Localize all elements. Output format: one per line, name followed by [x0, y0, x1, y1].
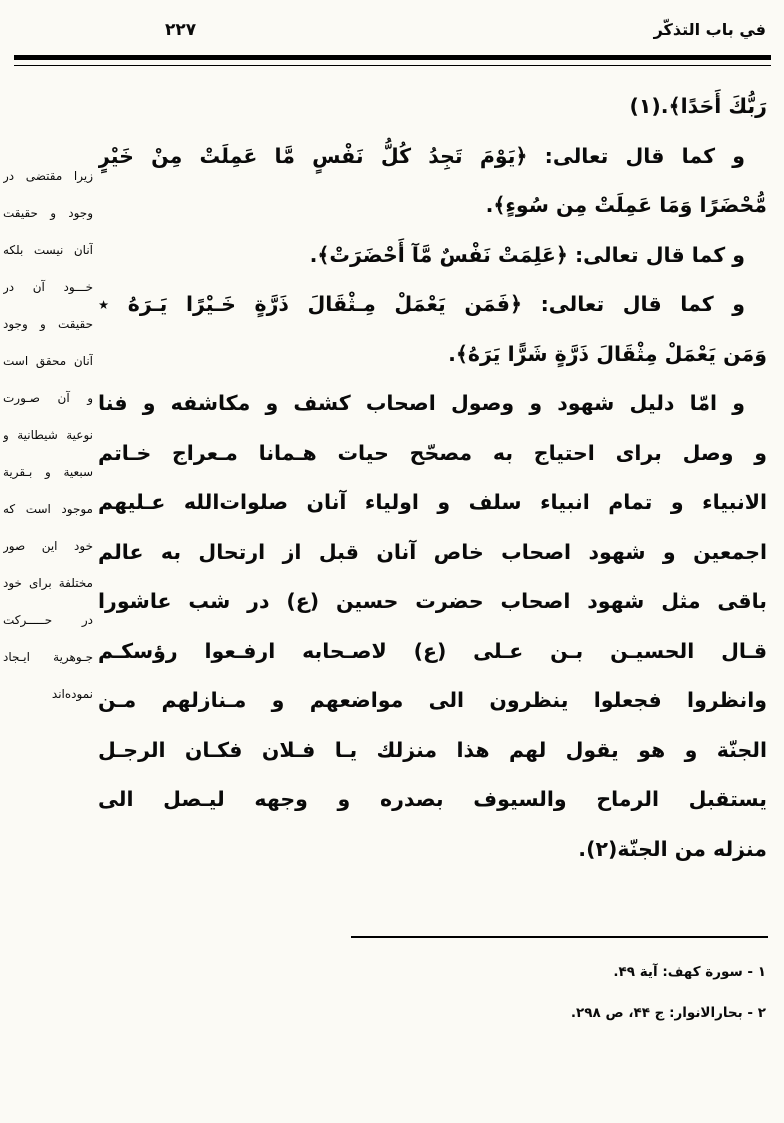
body-text: [98, 82, 767, 874]
body-line: الانبياء و تمام انبياء سلف و اولياء آنان صلوات‌الله عـليهم: [98, 490, 767, 514]
body-line: وانظروا فجعلوا ينظرون الى مواضعهم و مـنازلهم مـن: [98, 688, 767, 712]
margin-note-line: آنان محقق است: [3, 354, 93, 368]
body-line: قـال الحسيـن بـن عـلى (ع) لاصـحابه ارفـعوا رؤسكـم: [98, 638, 767, 663]
body-line: مُّحْضَرًا وَمَا عَمِلَتْ مِن سُوءٍ﴾.: [485, 193, 767, 217]
margin-note-line: حقيقت و وجود: [3, 317, 93, 331]
margin-note-line: سبعية و بـقرية: [3, 465, 93, 479]
margin-note-line: آنان نيست بلكه: [3, 243, 93, 257]
body-line: يستقبل الرماح والسيوف بصدره و وجهه ليـصل الى: [98, 787, 767, 811]
body-line: الجنّة و هو يقول لهم هذا منزلك يـا فـلان فكـان الرجـل: [98, 737, 767, 762]
body-line: و كما قال تعالى: ﴿عَلِمَتْ نَفْسٌ مَّآ أَحْضَرَتْ﴾.: [309, 242, 745, 267]
margin-note-line: جـوهرية ايـجاد: [3, 650, 93, 664]
body-line: وَمَن يَعْمَلْ مِثْقَالَ ذَرَّةٍ شَرًّا يَرَهُ﴾.: [448, 341, 767, 366]
chapter-title: في باب التذكّر: [653, 20, 766, 39]
margin-note-line: زيرا مقتضى در: [3, 169, 93, 183]
margin-note-line: خـــود آن در: [3, 280, 93, 294]
margin-note-line: مختلفة براى خود: [3, 576, 93, 590]
body-line: رَبُّكَ أَحَدًا﴾.(١): [629, 94, 767, 118]
body-line: منزله من الجنّة(٢).: [578, 836, 767, 861]
margin-note-line: در حـــــركت: [3, 613, 93, 627]
body-line: اجمعين و شهود اصحاب خاص آنان قبل از ارتحال به عالم: [98, 539, 767, 564]
footnote-line: ١ - سورة كهف: آية ۴۹.: [613, 964, 766, 980]
footnote-line: ٢ - بحارالانوار: ج ۴۴، ص ۲۹۸.: [570, 1005, 766, 1021]
margin-note-line: و آن صـورت: [3, 391, 93, 405]
header-rule-thin: [14, 65, 771, 66]
margin-note-line: نموده‌اند: [51, 687, 93, 701]
margin-notes: [3, 158, 93, 713]
body-line: باقى مثل شهود اصحاب حضرت حسين (ع) در شب عاشورا: [98, 589, 767, 613]
page-number: ۲۲۷: [165, 20, 197, 40]
margin-note-line: نوعية شيطانية و: [3, 428, 93, 442]
margin-note-line: موجود است كه: [3, 502, 93, 516]
body-line: و وصل براى احتياج به مصحّح حيات هـمانا مـعراج خـاتم: [98, 440, 767, 465]
body-line: و كما قال تعالى: ﴿فَمَن يَعْمَلْ مِـثْقَالَ ذَرَّةٍ خَـيْرًا يَـرَهُ ٭: [98, 292, 745, 316]
margin-note-line: وجود و حقيقت: [3, 206, 93, 220]
header-rule-thick: [14, 55, 771, 60]
margin-note-line: خود اين صور: [3, 539, 93, 553]
body-line: و كما قال تعالى: ﴿يَوْمَ تَجِدُ كُلُّ نَفْسٍ مَّا عَمِلَتْ مِنْ خَيْرٍ: [98, 143, 745, 168]
footnotes: [100, 952, 766, 1034]
body-line: و امّا دليل شهود و وصول اصحاب كشف و مكاشفه و فنا: [98, 391, 745, 415]
footnote-divider: [351, 936, 768, 938]
